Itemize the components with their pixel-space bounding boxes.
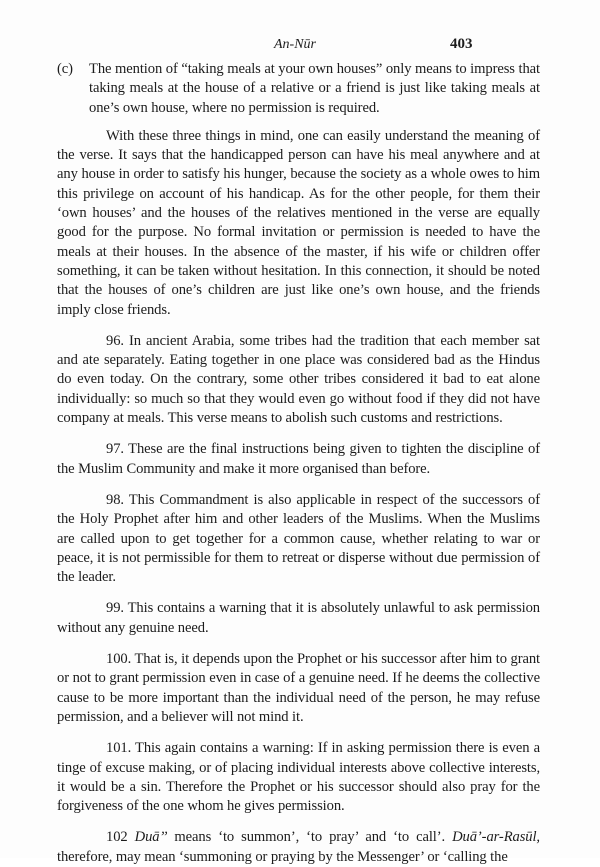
note-101: 101. This again contains a warning: If in asking permission there is even a tinge of excuse making, or of placing individual interests above collective interests, it would be a sin. Therefore the Prophet or his successor should also pray for the forgiveness of the one whom he gives permission. [57,740,540,815]
note-100: 100. That is, it depends upon the Prophet or his successor after him to grant or not to grant permission even in case of a genuine need. If he deems the collective cause to be more important than the individual need of the person, he may refuse permission, and a believer will not mind it. [57,651,540,725]
list-item-c [57,60,540,118]
note-102 [57,828,540,867]
note-98: 98. This Commandment is also applicable in respect of the successors of the Holy Prophet after him and other leaders of the Muslims. When the Muslims are called upon to get together for a common cause, whether relating to war or peace, it is not permissible for them to retreat or disperse without due permission of the leader. [57,491,540,586]
note-text-2: therefore, may mean ‘summoning or praying by the Messenger’ or ‘calling the [57,848,508,865]
note-97: 97. These are the final instructions being given to tighten the discipline of the Muslim Community and make it more organised than before. [57,441,540,477]
page-number: 403 [450,36,473,52]
note-text-1: means ‘to summon’, ‘to pray’ and ‘to call’. [167,829,453,846]
term-dua-ar-rasul: Duā’-ar-Rasūl, [452,829,540,846]
page-body [57,60,540,867]
list-item-text: The mention of “taking meals at your own houses” only means to impress that taking meals at the house of a relative or a friend is just like taking meals at one’s own house, where no permission is required. [89,61,540,116]
list-item-label: (c) [57,61,73,77]
chapter-title: An-Nūr [274,37,316,52]
note-96: 96. In ancient Arabia, some tribes had the tradition that each member sat and ate separately. Eating together in one place was considered bad as the Hindus do even today. On the contrary, some other tribes considered it bad to eat alone individually: so much so that they would even go without food if they did not have company at meals. This verse means to abolish such customs and restrictions. [57,332,540,427]
running-head [0,37,600,57]
note-number: 102 [106,829,128,846]
note-99: 99. This contains a warning that it is absolutely unlawful to ask permission without any genuine need. [57,600,540,636]
paragraph-summary: With these three things in mind, one can easily understand the meaning of the verse. It says that the handicapped person can have his meal anywhere and at any house in order to satisfy his hunger, because the society as a whole owes to him this privilege on account of his handicap. As for the other people, for them their ‘own houses’ and the houses of the relatives mentioned in the verse are equally good for the purpose. No formal invitation or permission is needed to have the meals at their houses. In the absence of the master, if his wife or children offer something, it can be taken without hesitation. In this connection, it should be noted that the houses of one’s children are just like one’s own house, and the friends imply close friends. [57,127,540,318]
term-dua: Duā’’ [134,829,168,846]
